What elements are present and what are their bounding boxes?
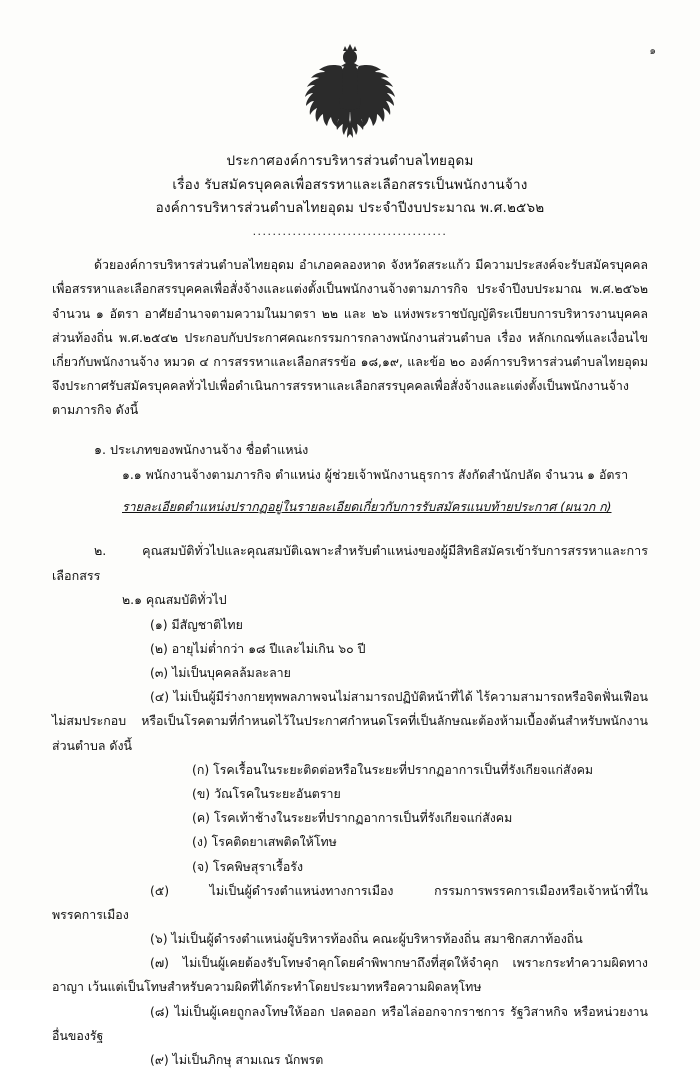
qualification-item-8: (๘) ไม่เป็นผู้เคยถูกลงโทษให้ออก ปลดออก หรือไล่ออกจากราชการ รัฐวิสาหกิจ หรือหน่วยงานอื่นของรัฐ [52,1003,648,1043]
disease-item-c: (ค) โรคเท้าช้างในระยะที่ปรากฏอาการเป็นที่รังเกียจแก่สังคม [192,810,513,826]
title-divider-dots: ....................................... [252,224,448,238]
section-2-heading: ๒. คุณสมบัติทั่วไปและคุณสมบัติเฉพาะสำหรับตำแหน่งของผู้มีสิทธิสมัครเข้ารับการสรรหาและการเลือกสรร [52,543,648,583]
qualification-item-6: (๖) ไม่เป็นผู้ดำรงตำแหน่งผู้บริหารท้องถิ่น คณะผู้บริหารท้องถิ่น สมาชิกสภาท้องถิ่น [150,931,583,947]
section-2-subheading: ๒.๑ คุณสมบัติทั่วไป [122,592,227,608]
garuda-emblem-icon [295,44,405,144]
qualification-item-5: (๕) ไม่เป็นผู้ดำรงตำแหน่งทางการเมือง กรรมการพรรคการเมืองหรือเจ้าหน้าที่ในพรรคการเมือง [52,882,648,922]
qualification-item-2: (๒) อายุไม่ต่ำกว่า ๑๘ ปีและไม่เกิน ๖๐ ปี [150,640,366,656]
section-1-note: รายละเอียดตำแหน่งปรากฏอยู่ในรายละเอียดเกี่ยวกับการรับสมัครแนบท้ายประกาศ (ผนวก ก) [122,499,612,515]
announcement-title-line3: องค์การบริหารส่วนตำบลไทยอุดม ประจำปีงบประมาณ พ.ศ.๒๕๖๒ [155,200,545,217]
disease-item-e: (จ) โรคพิษสุราเรื้อรัง [192,858,304,874]
announcement-title-line2: เรื่อง รับสมัครบุคคลเพื่อสรรหาและเลือกสรรเป็นพนักงานจ้าง [172,176,528,193]
section-1-heading: ๑. ประเภทของพนักงานจ้าง ชื่อตำแหน่ง [94,442,309,458]
qualification-item-7: (๗) ไม่เป็นผู้เคยต้องรับโทษจำคุกโดยคำพิพากษาถึงที่สุดให้จำคุก เพราะกระทำความผิดทางอาญา เว้นแต่เป็นโทษสำหรับความผิดที่ได้กระทำโดยประมาทหรือความผิดลหุโทษ [52,955,648,995]
disease-item-a: (ก) โรคเรื้อนในระยะติดต่อหรือในระยะที่ปรากฏอาการเป็นที่รังเกียจแก่สังคม [192,761,594,777]
emblem-container [52,44,648,144]
intro-paragraph: ด้วยองค์การบริหารส่วนตำบลไทยอุดม อำเภอคลองหาด จังหวัดสระแก้ว มีความประสงค์จะรับสมัครบุคคลเพื่อสรรหาและเลือกสรรบุคคลเพื่อสั่งจ้างและแต่งตั้งเป็นพนักงานจ้างตามภารกิจ ประจำปีงบประมาณ พ.ศ.๒๕๖๒ จำนวน ๑ อัตรา อาศัยอำนาจตามความในมาตรา ๒๒ และ ๒๖ แห่งพระราชบัญญัติระเบียบการบริหารงานบุคคลส่วนท้องถิ่น พ.ศ.๒๕๔๒ ประกอบกับประกาศคณะกรรมการกลางพนักงานส่วนตำบล เรื่อง หลักเกณฑ์และเงื่อนไขเกี่ยวกับพนักงานจ้าง หมวด ๔ การสรรหาและเลือกสรรข้อ ๑๘,๑๙, และข้อ ๒๐ องค์การบริหารส่วนตำบลไทยอุดม จึงประกาศรับสมัครบุคคลทั่วไปเพื่อดำเนินการสรรหาและเลือกสรรบุคคลเพื่อสั่งจ้างและแต่งตั้งเป็นพนักงานจ้างตามภารกิจ ดังนี้ [52,257,648,418]
qualification-item-1: (๑) มีสัญชาติไทย [150,616,243,632]
section-1-item-1: ๑.๑ พนักงานจ้างตามภารกิจ ตำแหน่ง ผู้ช่วยเจ้าพนักงานธุรการ สังกัดสำนักปลัด จำนวน ๑ อัตรา [122,466,629,482]
qualification-item-3: (๓) ไม่เป็นบุคคลล้มละลาย [150,665,291,681]
document-header [52,150,648,241]
document-body [52,253,648,1072]
qualification-item-9: (๙) ไม่เป็นภิกษุ สามเณร นักพรต [150,1052,324,1068]
page-number: ๑ [649,45,656,57]
disease-item-b: (ข) วัณโรคในระยะอันตราย [192,785,341,801]
qualification-item-4: (๔) ไม่เป็นผู้มีร่างกายทุพพลภาพจนไม่สามารถปฏิบัติหน้าที่ได้ ไร้ความสามารถหรือจิตฟั่นเฟือนไม่สมประกอบ หรือเป็นโรคตามที่กำหนดไว้ในประกาศกำหนดโรคที่เป็นลักษณะต้องห้ามเบื้องต้นสำหรับพนักงานส่วนตำบล ดังนี้ [52,689,648,753]
announcement-title-line1: ประกาศองค์การบริหารส่วนตำบลไทยอุดม [226,153,474,169]
disease-item-d: (ง) โรคติดยาเสพติดให้โทษ [192,834,337,850]
